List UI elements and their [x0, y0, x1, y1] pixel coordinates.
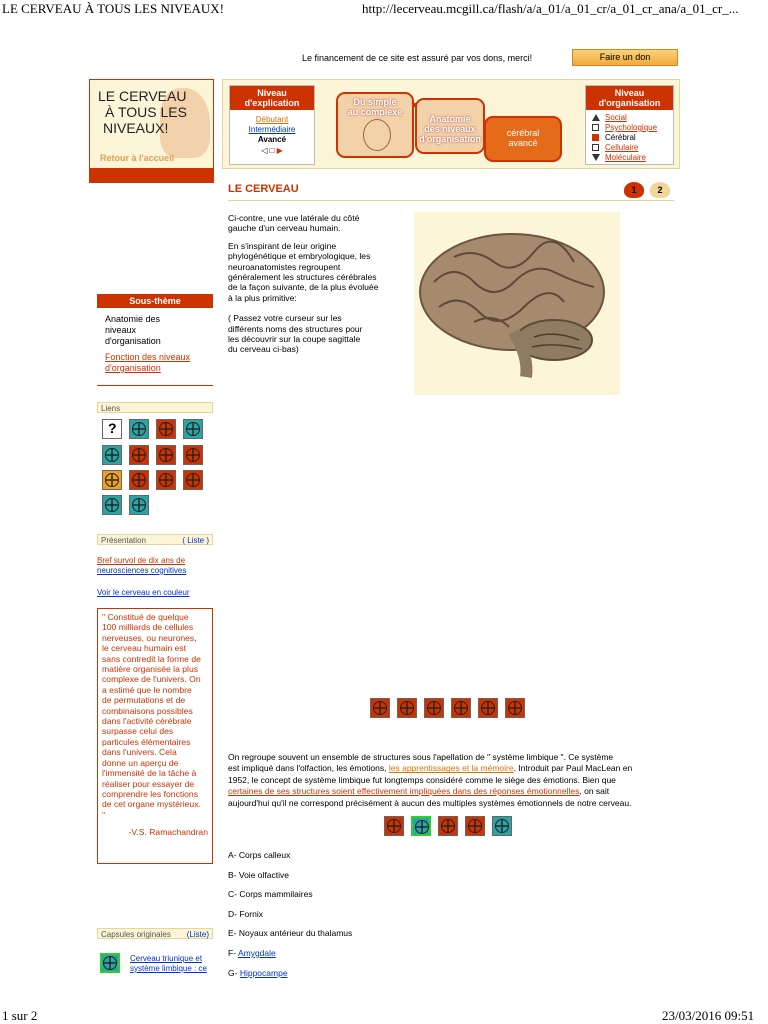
globe-link-icon[interactable] — [129, 419, 149, 439]
structures-list — [228, 850, 352, 987]
intro-p1-l2: gauche d'un cerveau humain. — [228, 223, 341, 234]
triangle-up-icon — [592, 114, 600, 121]
level-explanation-panel — [229, 85, 315, 165]
sous-theme-item2-l2[interactable]: d'organisation — [105, 363, 161, 373]
globe-button-icon[interactable] — [397, 698, 417, 718]
capsules-header — [97, 928, 213, 939]
level-beginner[interactable]: Débutant — [255, 115, 289, 124]
level-organisation-panel — [585, 85, 674, 165]
flow-step2-line2: des niveaux — [424, 124, 476, 134]
page-tab-2[interactable]: 2 — [650, 182, 670, 198]
globe-button-icon[interactable] — [370, 698, 390, 718]
globe-button-icon[interactable] — [505, 698, 525, 718]
liens-header: Liens — [97, 402, 213, 413]
capsule-icon[interactable] — [100, 953, 120, 973]
quote-text: " Constitué de quelque 100 milliards de cellules nerveuses, ou neurones, le cerveau humain est sans contredit la forme de matière organisée la plus complexe de l'univers. On a estimé que le nombre de permutations et de combinaisons possibles dans l'activité cérébrale surpasse celui des particules élémentaires dans l'univers. Cela donne un aperçu de l'immensité de la tâche à réaliser pour essayer de comprendre les fonctions de cet organe mystérieux. " -V.S. Ramachandran — [102, 612, 208, 838]
stop-square-icon[interactable]: □ — [269, 146, 275, 155]
prev-arrow-icon[interactable]: ◁ — [261, 146, 268, 155]
emotional-responses-link[interactable]: certaines de ses structures soient effectivement impliquées dans des réponses émotionnelles — [228, 786, 580, 797]
globe-button-icon[interactable] — [492, 816, 512, 836]
print-title: LE CERVEAU À TOUS LES NIVEAUX! — [2, 1, 224, 16]
capsules-title: Capsules originales — [101, 930, 171, 939]
structure-c[interactable]: C- Corps mammilaires — [228, 889, 313, 900]
liens-grid — [97, 413, 213, 521]
logo[interactable] — [89, 79, 214, 169]
flow-step-advanced[interactable] — [484, 116, 562, 162]
structure-buttons-row1 — [370, 698, 524, 720]
globe-link-icon[interactable] — [102, 445, 122, 465]
intro-p3-l4: du cerveau ci-bas) — [228, 344, 299, 355]
globe-link-icon[interactable] — [156, 419, 176, 439]
level-organisation-title1: Niveau — [614, 88, 645, 98]
org-psychological[interactable]: Psychologique — [592, 123, 673, 133]
globe-button-icon[interactable] — [438, 816, 458, 836]
structure-d[interactable]: D- Fornix — [228, 908, 263, 919]
presentation-link2[interactable]: Voir le cerveau en couleur — [97, 588, 190, 597]
intro-p2-l3: neuroanatomistes regroupent — [228, 261, 341, 272]
flow-step2-line1: Anatomie — [429, 114, 471, 124]
org-cerebral: Cérébral — [592, 133, 673, 143]
globe-link-icon[interactable] — [183, 419, 203, 439]
structure-buttons-row2 — [384, 816, 524, 838]
quote-author: -V.S. Ramachandran — [128, 827, 208, 838]
logo-line3: NIVEAUX! — [103, 120, 169, 136]
flow-step1-line2: au complexe — [347, 107, 403, 117]
globe-button-icon[interactable] — [478, 698, 498, 718]
square-icon — [592, 124, 599, 131]
structure-a[interactable]: A- Corps calleux — [228, 850, 291, 860]
globe-link-icon[interactable] — [183, 445, 203, 465]
quote-box — [97, 608, 213, 864]
flow-step-simple[interactable] — [336, 92, 414, 158]
globe-link-icon[interactable] — [102, 470, 122, 490]
funding-text: Le financement de ce site est assuré par vos dons, merci! — [302, 53, 533, 63]
square-icon — [592, 144, 599, 151]
presentation-list-link[interactable]: ( Liste ) — [182, 536, 209, 545]
logo-line1: LE CERVEAU — [98, 88, 187, 104]
sous-theme-item1-l3: d'organisation — [105, 336, 161, 346]
brain-image — [414, 212, 620, 395]
presentation-title: Présentation — [101, 536, 146, 545]
logo-line2: À TOUS LES — [105, 104, 187, 120]
vitruvian-man-icon — [363, 119, 391, 151]
intro-p2-l4: généralement les structures cérébrales — [228, 272, 377, 283]
flow-step2-line3: d'organisation — [419, 134, 481, 144]
limbic-paragraph: On regroupe souvent un ensemble de structures sous l'apellation de " système limbique ". Ce système est impliqué dans l'olfaction, les émotions, les apprentissages et la mémoire. Introduit par Paul MacLean en 1952, le concept de système limbique fut longtemps considéré comme le siège des émotions. Bien que certaines de ses structures soient effectivement impliquées dans des réponses émotionnelles, on sait aujourd'hui qu'il ne correspond précisément à aucun des multiples systèmes émotionnels de notre cerveau. — [228, 752, 633, 808]
level-explanation-title1: Niveau — [257, 88, 287, 98]
help-icon[interactable]: ? — [102, 419, 122, 439]
logo-bottom-bar — [89, 169, 214, 183]
org-cellular[interactable]: Cellulaire — [592, 143, 673, 153]
capsule-link-l1[interactable]: Cerveau triunique et — [130, 954, 203, 963]
globe-link-icon[interactable] — [156, 445, 176, 465]
globe-link-icon[interactable] — [129, 445, 149, 465]
globe-link-icon[interactable] — [129, 470, 149, 490]
next-arrow-icon[interactable]: ▶ — [276, 146, 283, 155]
sous-theme-item2-l1[interactable]: Fonction des niveaux — [105, 352, 191, 362]
structure-b[interactable]: B- Voie olfactive — [228, 869, 289, 880]
capsule-link-l2[interactable]: système limbique : ce — [130, 964, 207, 973]
flow-step-anatomy[interactable] — [415, 98, 485, 154]
globe-button-icon[interactable] — [451, 698, 471, 718]
page-tab-1[interactable]: 1 — [624, 182, 644, 198]
presentation-header — [97, 534, 213, 545]
flow-step3-line2: avancé — [508, 138, 538, 148]
globe-link-icon[interactable] — [129, 495, 149, 515]
level-advanced: Avancé — [257, 135, 287, 144]
presentation-link1-l2[interactable]: neurosciences cognitives — [97, 566, 187, 575]
capsules-list-link[interactable]: (Liste) — [186, 930, 209, 939]
sous-theme-item1-l1: Anatomie des — [105, 314, 161, 324]
sous-theme-header: Sous-thème — [97, 294, 213, 308]
org-social[interactable]: Social — [592, 113, 673, 123]
page-title: LE CERVEAU — [228, 183, 299, 195]
globe-link-icon[interactable] — [156, 470, 176, 490]
triangle-down-icon — [592, 154, 600, 161]
print-page-number: 1 sur 2 — [2, 1008, 38, 1023]
intro-p2-l6: à la plus primitive: — [228, 292, 297, 303]
sous-theme-item1-l2: niveaux — [105, 325, 137, 335]
intro-p2-l5: de la façon suivante, de la plus évoluée — [228, 282, 379, 293]
intro-p3-l2: différents noms des structures pour — [228, 323, 363, 334]
intro-p2-l1: En s'inspirant de leur origine — [228, 240, 337, 251]
globe-button-icon[interactable] — [384, 816, 404, 836]
home-link[interactable]: Retour à l'accueil — [100, 153, 175, 163]
intro-p3-l3: les découvrir sur la coupe sagittale — [228, 334, 361, 345]
intro-p3-l1: ( Passez votre curseur sur les — [228, 313, 342, 324]
flow-step1-line1: Du simple — [353, 97, 397, 107]
intro-p1-l1: Ci-contre, une vue latérale du côté — [228, 213, 360, 223]
globe-button-icon[interactable] — [465, 816, 485, 836]
globe-link-icon[interactable] — [183, 470, 203, 490]
flow-step3-line1: cérébral — [506, 128, 540, 138]
globe-link-icon[interactable] — [102, 495, 122, 515]
filled-square-icon — [592, 134, 599, 141]
structure-e[interactable]: E- Noyaux antérieur du thalamus — [228, 928, 353, 939]
donate-button[interactable]: Faire un don — [572, 49, 678, 66]
intro-p2-l2: phylogénétique et embryologique, les — [228, 251, 371, 262]
structure-f[interactable]: F- Amygdale — [228, 947, 276, 958]
level-organisation-title2: d'organisation — [598, 98, 661, 108]
globe-button-icon[interactable] — [424, 698, 444, 718]
presentation-link1-l1[interactable]: Bref survol de dix ans de — [97, 556, 186, 565]
learning-memory-link[interactable]: les apprentissages et la mémoire — [388, 763, 514, 774]
org-molecular[interactable]: Moléculaire — [592, 153, 673, 163]
print-url: http://lecerveau.mcgill.ca/flash/a/a_01/a_01_cr/a_01_cr_ana/a_01_cr_... — [362, 1, 739, 16]
level-explanation-title2: d'explication — [244, 98, 300, 108]
level-intermediate[interactable]: Intermédiaire — [248, 125, 296, 134]
print-datetime: 23/03/2016 09:51 — [662, 1008, 755, 1023]
structure-g[interactable]: G- Hippocampe — [228, 967, 288, 978]
globe-button-icon[interactable] — [411, 816, 431, 836]
